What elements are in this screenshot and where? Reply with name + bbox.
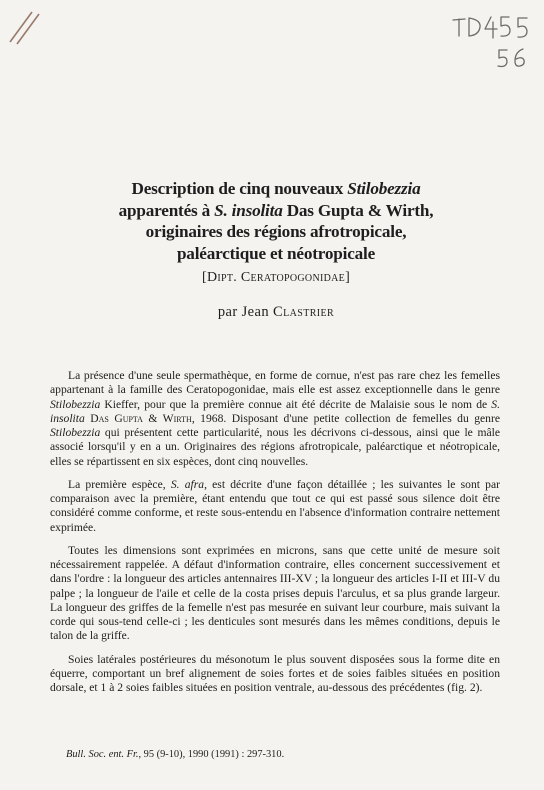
title-line-1: Description de cinq nouveaux Stilobezzia	[131, 179, 421, 198]
taxonomic-order: [Dipt. Ceratopogonidae]	[201, 270, 351, 285]
paragraph-4: Soies latérales postérieures du mésonotum le plus souvent disposées sous la forme dite en équerre, comportant un bref alignement de soies fortes et de soies faibles situées en position dorsale, et 1 à 2 soies faibles situées en position ventrale, au-dessous des précédentes (fig. 2).	[50, 652, 500, 694]
paragraph-2: La première espèce, S. afra, est décrite d'une façon détaillée ; les suivantes le sont par comparaison avec la première, étant entendu que tout ce qui est passé sous silence doit être considéré comme conforme, et reste sous-entendu en l'absence d'information contraire nettement exprimée.	[50, 477, 500, 534]
handwritten-catalogue-code	[447, 8, 533, 70]
title-line-3: originaires des régions afrotropicale,	[145, 222, 407, 241]
pencil-slash-marks	[8, 8, 48, 48]
paragraph-3: Toutes les dimensions sont exprimées en microns, sans que cette unité de mesure soit nécessairement rappelée. A défaut d'information contraire, elles concernent successivement et dans l'ordre : la longueur des articles antennaires III-XV ; la longueur des articles I-II et III-V du palpe ; la longueur de l'aile et celle de la costa prises depuis l'arculus, et sa plus grande largeur. La longueur des griffes de la femelle n'est pas mesurée en suivant leur courbure, mais suivant la corde qui sous-tend celle-ci ; les denticules sont mesurés dans les mêmes conditions, depuis le talon de la griffe.	[50, 543, 500, 643]
paragraph-1: La présence d'une seule spermathèque, en forme de cornue, n'est pas rare chez les femelles appartenant à la famille des Ceratopogonidae, mais elle est assez exceptionnelle dans le genre Stilobezzia Kieffer, pour que la première connue ait été décrite de Malaisie sous le nom de S. insolita Das Gupta & Wirth, 1968. Disposant d'une petite collection de femelles du genre Stilobezzia qui présentent cette particularité, nous les décrivons ci-dessous, ainsi que le mâle associé lorsqu'il y en a un. Originaires des régions afrotropicale, paléarctique et néotropicale, elles se répartissent en six espèces, dont cinq nouvelles.	[50, 369, 500, 468]
article-body	[50, 369, 500, 704]
article-title	[64, 178, 488, 264]
journal-citation: Bull. Soc. ent. Fr., 95 (9-10), 1990 (1991) : 297-310.	[66, 749, 285, 760]
title-line-2: apparentés à S. insolita Das Gupta & Wirth,	[118, 200, 434, 220]
author-line: par Jean Clastrier	[217, 304, 335, 320]
title-line-4: paléarctique et néotropicale	[176, 243, 376, 263]
